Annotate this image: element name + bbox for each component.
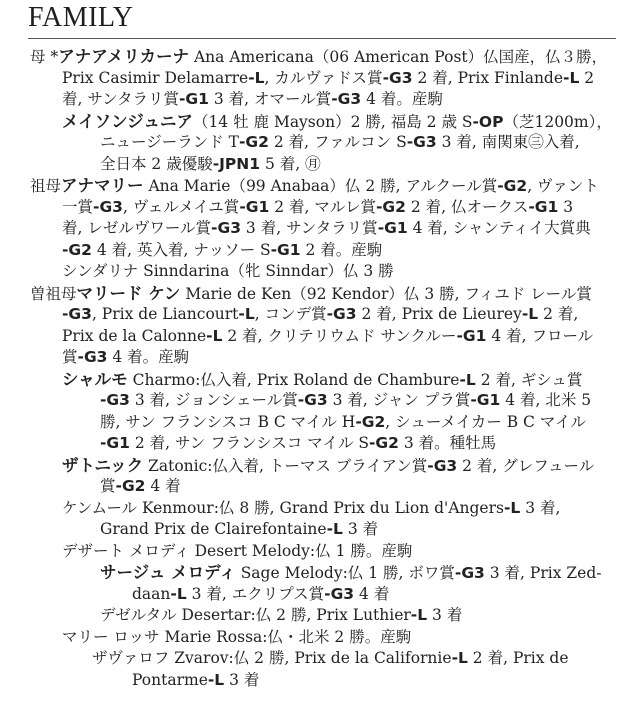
section-title: FAMILY <box>28 2 134 33</box>
race-grade: -G3 <box>77 348 108 366</box>
race-grade: -G3 <box>62 305 92 323</box>
text-line <box>30 283 592 305</box>
text-line <box>62 541 412 562</box>
race-grade: -G1 <box>239 197 270 216</box>
text-segment: 2 着, 仏オークス <box>405 197 529 216</box>
race-grade: -G1 <box>456 326 487 345</box>
text-segment: 2 着, Prix de <box>467 649 569 667</box>
text-segment: 曽祖母 <box>30 284 77 303</box>
text-line <box>62 369 582 391</box>
text-segment: 着, サンタラリ賞 <box>62 90 179 108</box>
race-grade: -L <box>451 649 468 667</box>
text-line <box>62 240 382 261</box>
text-segment: , ヴェルメイユ賞 <box>122 197 240 216</box>
horse-name: マリード ケン <box>76 283 181 303</box>
race-grade: -L <box>248 68 265 87</box>
text-segment: , シューメイカー B C マイル <box>385 412 586 431</box>
text-segment: 5 着, ㊊ <box>260 154 321 173</box>
race-grade: -G2 <box>369 434 399 452</box>
text-segment: 4 着 <box>145 477 181 495</box>
text-segment: 4 着, フロール <box>486 326 594 345</box>
text-segment: （芝1200m）， <box>503 112 612 131</box>
text-line <box>62 304 578 325</box>
text-segment: , Prix de Liancourt <box>91 305 239 323</box>
text-segment: 3 着。種牡馬 <box>398 434 497 452</box>
race-grade: -G2 <box>375 197 406 216</box>
race-grade: -G1 <box>270 240 301 259</box>
text-segment: Ana Americana（06 American Post）仏国産，仏３勝， <box>189 48 608 66</box>
text-line <box>62 455 594 477</box>
text-segment: ザヴァロフ Zvarov:仏 2 勝, Prix de la Californie <box>92 649 452 667</box>
text-line <box>100 132 580 153</box>
text-segment: 4 着, シャンティイ大賞典 <box>407 219 591 237</box>
race-grade: -L <box>170 584 187 603</box>
text-segment: 2 着, クリテリウムド サンクルー <box>222 326 457 345</box>
text-segment: 3 着, Prix Zed- <box>484 564 602 582</box>
text-segment: , コンデ賞 <box>254 305 327 323</box>
text-segment: 全日本 2 歳優駿 <box>100 154 213 173</box>
text-segment: 4 着, 北米 5 <box>500 391 592 409</box>
text-segment: 2 着, ファルコン S <box>268 133 407 151</box>
text-segment: Prix de la Calonne <box>62 326 207 345</box>
text-segment: , ヴァント <box>527 177 599 195</box>
race-grade: -L <box>207 670 225 689</box>
race-grade: -G2 <box>238 133 269 151</box>
race-grade: -G1 <box>100 434 130 452</box>
text-line <box>62 261 394 282</box>
horse-name: サージュ メロディ <box>100 563 236 582</box>
text-segment: 3 着, <box>520 498 561 517</box>
text-line <box>132 584 389 605</box>
text-segment: 3 着, エクリプス賞 <box>186 584 325 603</box>
text-line <box>100 605 462 626</box>
race-grade: -G1 <box>470 391 501 409</box>
text-segment: 3 着, 南関東㊂入着, <box>436 133 580 151</box>
text-line <box>100 562 601 584</box>
text-line <box>62 197 573 218</box>
text-segment: 3 <box>558 197 574 216</box>
race-grade: -G3 <box>211 219 241 237</box>
text-segment: 2 着, マルレ賞 <box>269 197 376 216</box>
text-line <box>62 627 411 648</box>
text-segment: マリー ロッサ Marie Rossa:仏・北米 2 勝。産駒 <box>62 627 412 646</box>
text-line <box>30 46 607 68</box>
race-grade: -G3 <box>406 133 437 151</box>
text-segment: Prix Casimir Delamarre <box>62 68 249 87</box>
text-line <box>100 154 321 175</box>
horse-name: シャルモ <box>62 369 128 389</box>
text-segment: 2 着, ギシュ賞 <box>475 370 583 389</box>
text-segment: 2 着, グレフュール <box>457 456 595 475</box>
text-segment: Ana Marie（99 Anabaa）仏 2 勝, アルクール賞 <box>143 177 498 195</box>
text-segment: シンダリナ Sinndarina（牝 Sinndar）仏 3 勝 <box>62 262 394 280</box>
race-grade: -G3 <box>454 564 485 582</box>
text-segment: 3 着, ジャン プラ賞 <box>327 391 471 409</box>
text-line <box>30 175 599 197</box>
race-grade: -G3 <box>326 305 357 323</box>
text-segment: 4 着 <box>354 584 390 603</box>
text-segment: Grand Prix de Clairefontaine <box>100 520 327 538</box>
race-grade: -L <box>326 520 343 538</box>
horse-name: メイソンジュニア <box>62 111 193 131</box>
text-segment: 4 着, 英入着, ナッソー S <box>91 240 271 259</box>
text-segment: 祖母 <box>30 177 62 195</box>
text-segment: 2 着, Prix Finlande <box>412 68 564 87</box>
text-segment: 賞 <box>62 348 78 366</box>
text-segment: 3 着 <box>342 520 379 538</box>
race-grade: -L <box>521 305 539 323</box>
text-segment: 4 着。産駒 <box>107 348 190 366</box>
text-segment: Zatonic:仏入着, トーマス ブライアン賞 <box>143 456 428 475</box>
text-segment: 3 着, オマール賞 <box>208 90 332 108</box>
race-grade: -G2 <box>115 477 146 495</box>
race-grade: -L <box>459 370 476 389</box>
text-segment: Charmo:仏入着, Prix Roland de Chambure <box>127 370 460 389</box>
text-line <box>100 412 586 433</box>
text-segment: ニュージーランド T <box>100 133 239 151</box>
text-segment: Sage Melody:仏 1 勝, ボワ賞 <box>235 564 455 582</box>
race-grade: -G3 <box>100 391 130 409</box>
horse-name: ザトニック <box>62 455 144 475</box>
title-divider <box>28 38 616 39</box>
text-segment: daan <box>132 584 171 603</box>
text-segment: 勝, サン フランシスコ B C マイル H <box>100 412 356 431</box>
text-segment: デゼルタル Desertar:仏 2 勝, Prix Luthier <box>100 606 411 624</box>
text-segment: 賞 <box>100 477 116 495</box>
text-line <box>62 347 189 368</box>
text-segment: 2 着。産駒 <box>300 240 383 259</box>
text-segment: 着, レゼルヴワール賞 <box>62 219 212 237</box>
text-segment: 3 着 <box>224 670 260 689</box>
text-segment: 2 着, Prix de Lieurey <box>356 305 522 323</box>
race-grade: -G2 <box>355 412 386 431</box>
race-grade: -G3 <box>331 90 362 108</box>
race-grade: -G1 <box>528 197 559 216</box>
text-segment: 3 着, ジョンシェール賞 <box>129 391 298 409</box>
text-line <box>100 433 496 454</box>
text-line <box>62 68 594 89</box>
text-line <box>62 218 591 239</box>
race-grade: -L <box>563 68 580 87</box>
text-segment: 一賞 <box>62 197 94 216</box>
text-segment: ケンムール Kenmour:仏 8 勝, Grand Prix du Lion d'Angers <box>62 498 504 517</box>
text-segment: 3 着 <box>427 606 463 624</box>
race-grade: -G3 <box>93 197 123 216</box>
text-line <box>100 390 591 411</box>
race-grade: -L <box>503 498 521 517</box>
text-segment: 母 * <box>30 48 59 66</box>
text-segment: （14 牡 鹿 Mayson）2 勝, 福島 2 歳 S <box>192 112 473 131</box>
race-grade: -G3 <box>382 68 413 87</box>
text-segment: デザート メロディ Desert Melody:仏 1 勝。産駒 <box>62 541 413 560</box>
text-segment: 3 着, サンタラリ賞 <box>241 219 378 237</box>
race-grade: -G3 <box>297 391 328 409</box>
race-grade: -G2 <box>62 240 92 259</box>
race-grade: -JPN1 <box>212 154 261 173</box>
race-grade: -G1 <box>178 90 209 108</box>
text-line <box>62 89 443 110</box>
text-segment: 2 着, <box>538 305 579 323</box>
text-segment: 4 着。産駒 <box>361 90 443 108</box>
text-line <box>62 498 560 519</box>
race-grade: -G1 <box>377 219 408 237</box>
text-segment: , カルヴァドス賞 <box>264 68 383 87</box>
horse-name: アナマリー <box>61 176 144 195</box>
text-line <box>100 519 378 540</box>
text-segment: Marie de Ken（92 Kendor）仏 3 勝, フィユド レール賞 <box>180 284 592 303</box>
race-grade: -G2 <box>497 177 528 195</box>
race-grade: -L <box>238 305 255 323</box>
text-line <box>62 111 612 133</box>
horse-name: アナアメリカーナ <box>58 47 190 66</box>
text-line <box>100 476 181 497</box>
text-line <box>62 326 593 347</box>
race-grade: -OP <box>472 112 504 131</box>
text-segment: 2 <box>579 68 595 87</box>
race-grade: -L <box>410 606 428 624</box>
race-grade: -G3 <box>324 584 355 603</box>
text-segment: Pontarme <box>132 670 208 689</box>
race-grade: -L <box>206 326 223 345</box>
text-line <box>92 648 569 669</box>
text-segment: 2 着, サン フランシスコ マイル S <box>129 434 369 452</box>
text-line <box>132 670 259 691</box>
race-grade: -G3 <box>427 456 458 475</box>
